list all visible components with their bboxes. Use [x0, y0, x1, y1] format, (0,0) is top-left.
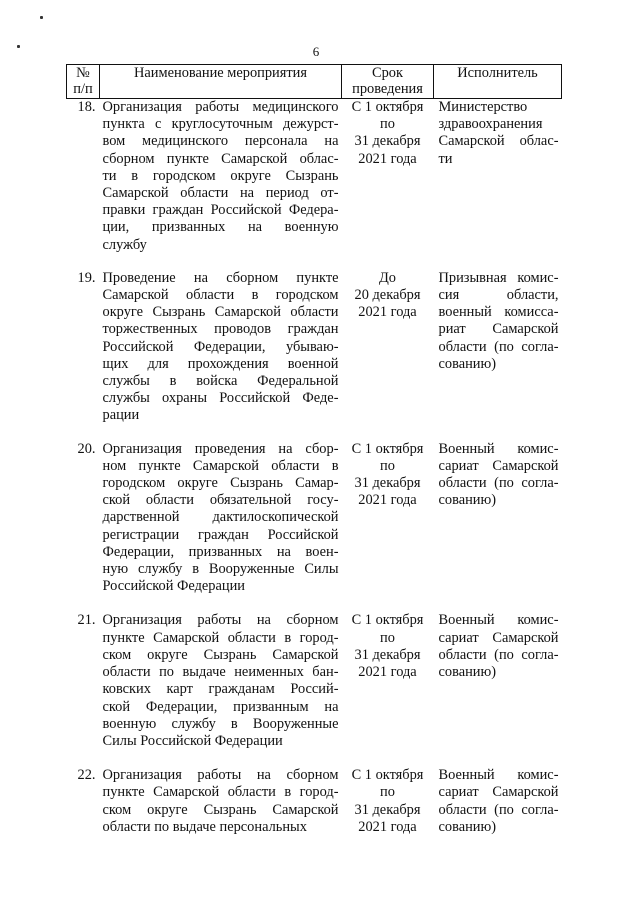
cell-line: Самарской области на период от-: [102, 185, 339, 202]
cell-line: 2021 года: [358, 304, 417, 321]
cell-line: области по выдаче неименных бан-: [102, 664, 339, 681]
executor: [434, 270, 562, 441]
cell-line: Организация работы на сборном: [102, 767, 339, 784]
cell-line: пункте Самарской области в город-: [102, 629, 339, 646]
table-row: [67, 767, 562, 836]
executor: [434, 612, 562, 767]
executor: [434, 767, 562, 836]
cell-line: 2021 года: [358, 492, 417, 509]
cell-line: области (по согла-: [438, 338, 559, 355]
table-header: [67, 65, 562, 99]
cell-line: по: [380, 629, 395, 646]
cell-line: Организация работы медицинского: [102, 99, 339, 115]
measures-table: [66, 64, 562, 836]
cell-line: правки граждан Российской Федера-: [102, 202, 339, 219]
deadline: [342, 767, 434, 836]
cell-line: С 1 октября: [351, 767, 424, 784]
cell-line: службы в войска Федеральной: [102, 373, 339, 390]
cell-line: Российской Федерации: [102, 578, 245, 595]
header-name: Наименование мероприятия: [100, 65, 342, 99]
cell-line: 31 декабря: [354, 801, 421, 818]
deadline: [342, 99, 434, 270]
cell-line: сованию): [438, 664, 497, 681]
cell-line: До: [378, 269, 396, 286]
cell-line: Проведение на сборном пункте: [102, 269, 339, 286]
cell-line: ции, призванных на военную: [102, 219, 339, 236]
cell-line: области (по согла-: [438, 475, 559, 492]
cell-line: сия области,: [438, 287, 559, 304]
cell-line: сованию): [438, 355, 497, 372]
cell-line: ную службу в Вооруженные Силы: [102, 561, 339, 578]
table-row: [67, 612, 562, 767]
cell-line: области (по согла-: [438, 646, 559, 663]
cell-line: военный комисса-: [438, 304, 559, 321]
cell-line: сариат Самарской: [438, 457, 559, 474]
cell-line: по: [380, 784, 395, 801]
deadline: [342, 441, 434, 613]
cell-line: Силы Российской Федерации: [102, 732, 283, 749]
cell-line: 2021 года: [358, 664, 417, 681]
header-term: Срок проведения: [342, 65, 434, 99]
cell-line: Военный комис-: [438, 612, 559, 629]
cell-line: С 1 октября: [351, 440, 424, 457]
row-number: 21.: [77, 612, 96, 629]
cell-line: сариат Самарской: [438, 629, 559, 646]
cell-line: сованию): [438, 818, 497, 835]
measure-name: [100, 99, 342, 270]
cell-line: Организация проведения на сбор-: [102, 440, 339, 457]
cell-line: 2021 года: [358, 150, 417, 167]
row-number: 19.: [77, 269, 96, 286]
cell-line: С 1 октября: [351, 612, 424, 629]
cell-line: Военный комис-: [438, 440, 559, 457]
cell-line: области (по согла-: [438, 801, 559, 818]
header-executor: Исполнитель: [434, 65, 562, 99]
cell-line: ном пункте Самарской области в: [102, 457, 339, 474]
cell-line: рации: [102, 407, 140, 424]
cell-line: Федерации, призванных на воен-: [102, 543, 339, 560]
cell-line: Министерство: [438, 99, 528, 115]
table-row: [67, 441, 562, 613]
cell-line: службы охраны Российской Феде-: [102, 390, 339, 407]
cell-line: области по выдаче персональных: [102, 818, 307, 835]
cell-line: Призывная комис-: [438, 269, 559, 286]
cell-line: Самарской области в городском: [102, 287, 339, 304]
cell-line: 31 декабря: [354, 646, 421, 663]
row-number: 20.: [77, 440, 96, 457]
cell-line: по: [380, 457, 395, 474]
cell-line: пункте Самарской области в город-: [102, 784, 339, 801]
cell-line: регистрации граждан Российской: [102, 526, 339, 543]
cell-line: ти в городском округе Сызрань: [102, 167, 339, 184]
cell-line: пункта с круглосуточным дежурст-: [102, 116, 339, 133]
cell-line: по: [380, 116, 395, 133]
cell-line: ском округе Сызрань Самарской: [102, 801, 339, 818]
cell-line: военную службу в Вооруженные: [102, 715, 339, 732]
cell-line: 31 декабря: [354, 133, 421, 150]
cell-line: Самарской облас-: [438, 133, 559, 150]
executor: [434, 441, 562, 613]
cell-line: Военный комис-: [438, 767, 559, 784]
measure-name: [100, 767, 342, 836]
cell-line: ском округе Сызрань Самарской: [102, 646, 339, 663]
cell-line: С 1 октября: [351, 99, 424, 115]
cell-line: сариат Самарской: [438, 784, 559, 801]
deadline: [342, 270, 434, 441]
cell-line: 2021 года: [358, 818, 417, 835]
measure-name: [100, 612, 342, 767]
header-num: № п/п: [67, 65, 100, 99]
cell-line: здравоохранения: [438, 116, 543, 133]
executor: [434, 99, 562, 270]
cell-line: округе Сызрань Самарской области: [102, 304, 339, 321]
cell-line: службу: [102, 236, 147, 253]
scan-mark: [40, 16, 43, 19]
page-number: 6: [312, 44, 320, 59]
cell-line: сборном пункте Самарской облас-: [102, 150, 339, 167]
table-row: [67, 99, 562, 270]
cell-line: ской области обязательной госу-: [102, 492, 339, 509]
cell-line: дарственной дактилоскопической: [102, 509, 339, 526]
row-number: 18.: [77, 99, 96, 115]
cell-line: торжественных проводов граждан: [102, 321, 339, 338]
row-number: 22.: [77, 767, 96, 784]
cell-line: риат Самарской: [438, 321, 559, 338]
cell-line: ской Федерации, призванным на: [102, 698, 339, 715]
cell-line: Организация работы на сборном: [102, 612, 339, 629]
cell-line: сованию): [438, 492, 497, 509]
measure-name: [100, 441, 342, 613]
cell-line: 31 декабря: [354, 475, 421, 492]
cell-line: городском округе Сызрань Самар-: [102, 475, 339, 492]
table-row: [67, 270, 562, 441]
cell-line: вом медицинского персонала на: [102, 133, 339, 150]
cell-line: ковских карт гражданам Россий-: [102, 681, 339, 698]
cell-line: щих для прохождения военной: [102, 355, 339, 372]
cell-line: ти: [438, 150, 453, 167]
measure-name: [100, 270, 342, 441]
deadline: [342, 612, 434, 767]
cell-line: 20 декабря: [354, 287, 421, 304]
cell-line: Российской Федерации, убываю-: [102, 338, 339, 355]
